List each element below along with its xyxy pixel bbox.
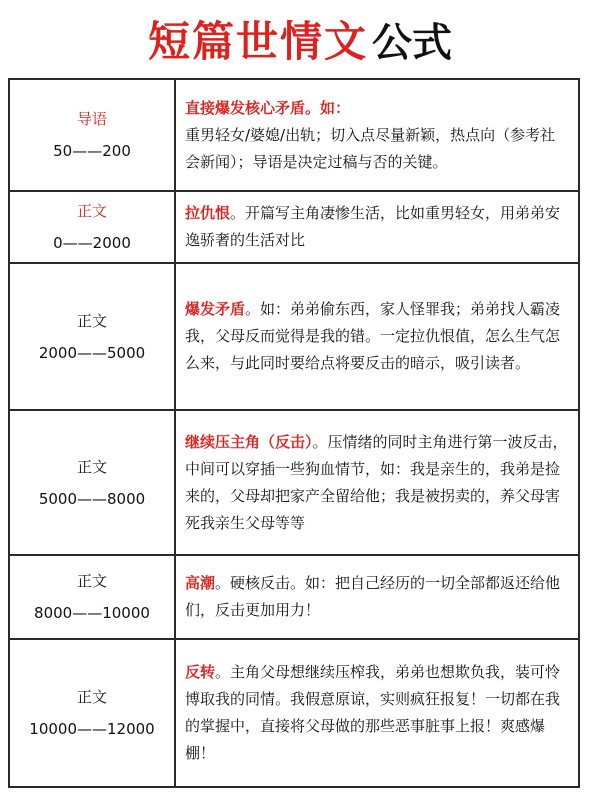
row-label-cell [9, 410, 175, 555]
row-label-cell [9, 79, 175, 191]
word-count-range: 0——2000 [53, 234, 131, 252]
row-content-cell [175, 191, 579, 263]
row-content-cell [175, 79, 579, 191]
table-row [9, 191, 579, 263]
section-label: 正文 [76, 202, 107, 220]
table-row [9, 555, 579, 639]
word-count-range: 10000——12000 [29, 720, 155, 738]
row-label-cell [9, 263, 175, 410]
section-label: 正文 [76, 457, 107, 476]
word-count-range: 2000——5000 [38, 343, 146, 362]
row-content-cell [175, 555, 579, 639]
formula-table [8, 78, 580, 788]
section-label: 导语 [76, 110, 107, 128]
page-title [0, 0, 600, 78]
description-text: 。硬核反击。如：把自己经历的一切全部都返还给他们，反击更加用力！ [185, 574, 561, 619]
word-count-range: 5000——8000 [38, 489, 146, 508]
description-text: 。开篇写主角凄惨生活，比如重男轻女，用弟弟安逸骄奢的生活对比 [185, 204, 561, 249]
section-label: 正文 [76, 688, 107, 706]
word-count-range: 8000——10000 [34, 604, 150, 622]
section-label: 正文 [76, 311, 107, 330]
row-label-cell [9, 639, 175, 787]
table-row [9, 639, 579, 787]
title-black-part: 公式 [372, 19, 452, 66]
row-content-cell [175, 639, 579, 787]
word-count-range: 50——200 [53, 142, 131, 160]
key-point: 继续压主角（反击） [185, 432, 313, 451]
table-row [9, 410, 579, 555]
description-text: 。压情绪的同时主角进行第一波反击，中间可以穿插一些狗血情节，如：我是亲生的，我弟是捡来的，父母却把家产全留给他；我是被拐卖的，养父母害死我亲生父母等等 [185, 432, 568, 532]
section-label: 正文 [76, 572, 107, 590]
table-row [9, 79, 579, 191]
key-point: 反转 [185, 663, 216, 681]
description-text: 重男轻女/婆媳/出轨；切入点尽量新颖，热点向（参考社会新闻）；导语是决定过稿与否的关键。 [185, 125, 556, 171]
key-point: 拉仇恨 [185, 204, 231, 222]
row-label-cell [9, 555, 175, 639]
row-content-cell [175, 263, 579, 410]
key-point: 高潮 [185, 574, 216, 592]
title-red-part: 短篇世情文 [147, 17, 368, 66]
description-text: 。主角父母想继续压榨我，弟弟也想欺负我，装可怜博取我的同情。我假意原谅，实则疯狂报复！一切都在我的掌握中，直接将父母做的那些恶事脏事上报！爽感爆棚！ [185, 663, 561, 762]
row-label-cell [9, 191, 175, 263]
key-point: 直接爆发核心矛盾。如： [185, 98, 351, 117]
table-row [9, 263, 579, 410]
row-content-cell [175, 410, 579, 555]
key-point: 爆发矛盾 [185, 300, 246, 318]
description-text: 。如：弟弟偷东西，家人怪罪我；弟弟找人霸凌我，父母反而觉得是我的错。一定拉仇恨值，怎么生气怎么来，与此同时要给点将要反击的暗示，吸引读者。 [185, 300, 561, 372]
